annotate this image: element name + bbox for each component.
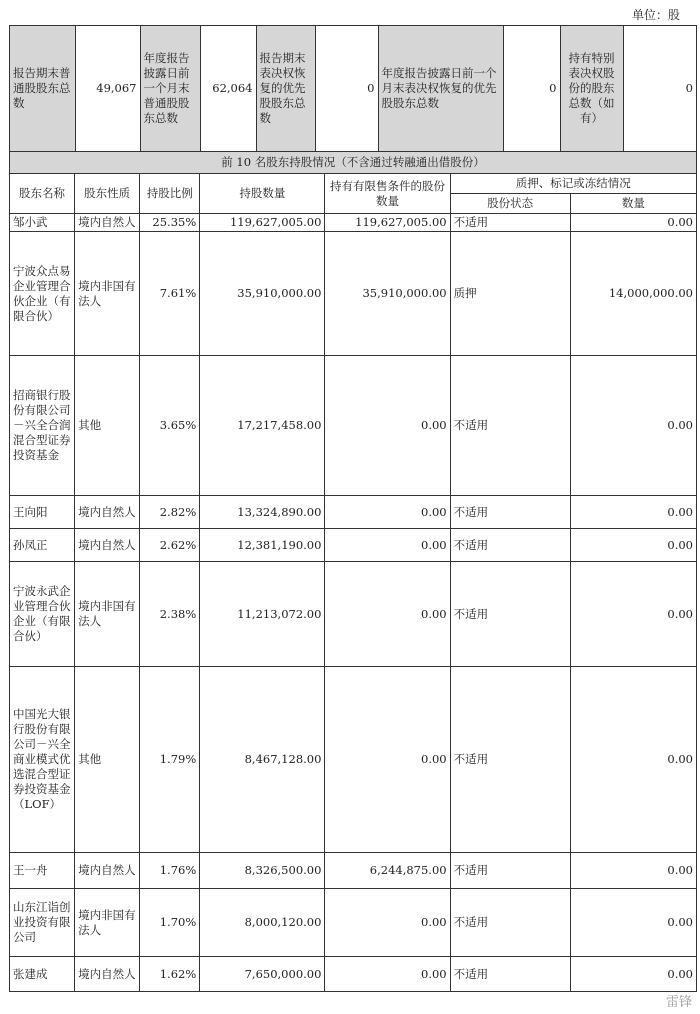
summary-label-4: 年度报告披露日前一个月末表决权恢复的优先股股东总数: [378, 26, 503, 151]
share-status: 质押: [450, 232, 570, 356]
shareholder-nature: 境内自然人: [75, 957, 140, 992]
header-name: 股东名称: [10, 174, 75, 214]
share-status: 不适用: [450, 496, 570, 529]
table-row: [10, 889, 697, 957]
shareholder-name: 山东江诣创业投资有限公司: [10, 889, 75, 957]
shareholder-nature: 境内非国有法人: [75, 889, 140, 957]
shareholder-nature: 境内自然人: [75, 529, 140, 562]
holding-amount: 7,650,000.00: [200, 957, 325, 992]
restricted-amount: 0.00: [325, 562, 450, 667]
section-title: 前 10 名股东持股情况（不含通过转融通出借股份）: [10, 152, 697, 174]
restricted-amount: 35,910,000.00: [325, 232, 450, 356]
table-row: [10, 853, 697, 889]
holding-amount: 17,217,458.00: [200, 356, 325, 496]
shareholder-nature: 境内自然人: [75, 214, 140, 232]
share-status: 不适用: [450, 529, 570, 562]
shareholder-nature: 其他: [75, 667, 140, 853]
holding-amount: 8,000,120.00: [200, 889, 325, 957]
share-status: 不适用: [450, 853, 570, 889]
pledge-qty: 0.00: [570, 667, 696, 853]
shareholder-name: 张建成: [10, 957, 75, 992]
header-nature: 股东性质: [75, 174, 140, 214]
pledge-qty: 0.00: [570, 214, 696, 232]
holding-amount: 8,467,128.00: [200, 667, 325, 853]
summary-label-2: 年度报告披露日前一个月末普通股股东总数: [140, 26, 200, 151]
share-status: 不适用: [450, 957, 570, 992]
summary-label-1: 报告期末普通股股东总数: [10, 26, 75, 151]
pledge-qty: 0.00: [570, 496, 696, 529]
share-status: 不适用: [450, 667, 570, 853]
shareholder-nature: 境内非国有法人: [75, 562, 140, 667]
shareholder-name: 王向阳: [10, 496, 75, 529]
pledge-qty: 0.00: [570, 529, 696, 562]
share-status: 不适用: [450, 562, 570, 667]
unit-label: 单位：股: [631, 8, 680, 22]
holding-amount: 8,326,500.00: [200, 853, 325, 889]
pledge-qty: 0.00: [570, 889, 696, 957]
table-row: [10, 667, 697, 853]
holding-amount: 11,213,072.00: [200, 562, 325, 667]
share-status: 不适用: [450, 356, 570, 496]
shareholder-name: 宁波众点易企业管理合伙企业（有限合伙）: [10, 232, 75, 356]
restricted-amount: 0.00: [325, 889, 450, 957]
shareholder-nature: 其他: [75, 356, 140, 496]
shareholder-name: 中国光大银行股份有限公司－兴全商业模式优选混合型证券投资基金（LOF）: [10, 667, 75, 853]
restricted-amount: 0.00: [325, 356, 450, 496]
restricted-amount: 6,244,875.00: [325, 853, 450, 889]
summary-value-2: 62,064: [200, 26, 256, 151]
header-qty: 数量: [570, 194, 696, 214]
share-status: 不适用: [450, 214, 570, 232]
summary-value-5: 0: [623, 26, 696, 151]
shareholder-name: 宁波永武企业管理合伙企业（有限合伙）: [10, 562, 75, 667]
pledge-qty: 0.00: [570, 957, 696, 992]
holding-amount: 35,910,000.00: [200, 232, 325, 356]
restricted-amount: 0.00: [325, 667, 450, 853]
holding-ratio: 1.79%: [140, 667, 200, 853]
shareholder-table: [9, 25, 697, 992]
table-row: [10, 957, 697, 992]
holding-ratio: 2.82%: [140, 496, 200, 529]
holding-amount: 119,627,005.00: [200, 214, 325, 232]
shareholder-name: 王一舟: [10, 853, 75, 889]
shareholder-nature: 境内自然人: [75, 496, 140, 529]
summary-label-5: 持有特别表决权股份的股东总数（如有）: [560, 26, 623, 151]
summary-table: [10, 26, 696, 151]
shareholder-name: 邹小武: [10, 214, 75, 232]
shareholder-name: 孙凤正: [10, 529, 75, 562]
restricted-amount: 0.00: [325, 496, 450, 529]
table-row: [10, 496, 697, 529]
pledge-qty: 0.00: [570, 562, 696, 667]
holding-ratio: 7.61%: [140, 232, 200, 356]
pledge-qty: 14,000,000.00: [570, 232, 696, 356]
holding-amount: 12,381,190.00: [200, 529, 325, 562]
pledge-qty: 0.00: [570, 853, 696, 889]
restricted-amount: 0.00: [325, 529, 450, 562]
restricted-amount: 119,627,005.00: [325, 214, 450, 232]
holding-ratio: 1.76%: [140, 853, 200, 889]
holding-ratio: 2.38%: [140, 562, 200, 667]
table-row: [10, 214, 697, 232]
restricted-amount: 0.00: [325, 957, 450, 992]
summary-label-3: 报告期末表决权恢复的优先股股东总数: [256, 26, 315, 151]
header-ratio: 持股比例: [140, 174, 200, 214]
pledge-qty: 0.00: [570, 356, 696, 496]
holding-ratio: 1.62%: [140, 957, 200, 992]
holding-ratio: 25.35%: [140, 214, 200, 232]
watermark: 雷锋: [665, 995, 692, 1010]
summary-value-1: 49,067: [75, 26, 140, 151]
share-status: 不适用: [450, 889, 570, 957]
holding-ratio: 2.62%: [140, 529, 200, 562]
holding-ratio: 1.70%: [140, 889, 200, 957]
shareholder-nature: 境内非国有法人: [75, 232, 140, 356]
header-status: 股份状态: [450, 194, 570, 214]
holding-ratio: 3.65%: [140, 356, 200, 496]
shareholder-name: 招商银行股份有限公司－兴全合润混合型证券投资基金: [10, 356, 75, 496]
table-row: [10, 356, 697, 496]
shareholder-nature: 境内自然人: [75, 853, 140, 889]
header-restricted: 持有有限售条件的股份数量: [325, 174, 450, 214]
holding-amount: 13,324,890.00: [200, 496, 325, 529]
table-row: [10, 562, 697, 667]
header-amount: 持股数量: [200, 174, 325, 214]
table-row: [10, 529, 697, 562]
header-pledge-group: 质押、标记或冻结情况: [450, 174, 696, 194]
summary-value-3: 0: [315, 26, 378, 151]
summary-value-4: 0: [503, 26, 560, 151]
table-row: [10, 232, 697, 356]
